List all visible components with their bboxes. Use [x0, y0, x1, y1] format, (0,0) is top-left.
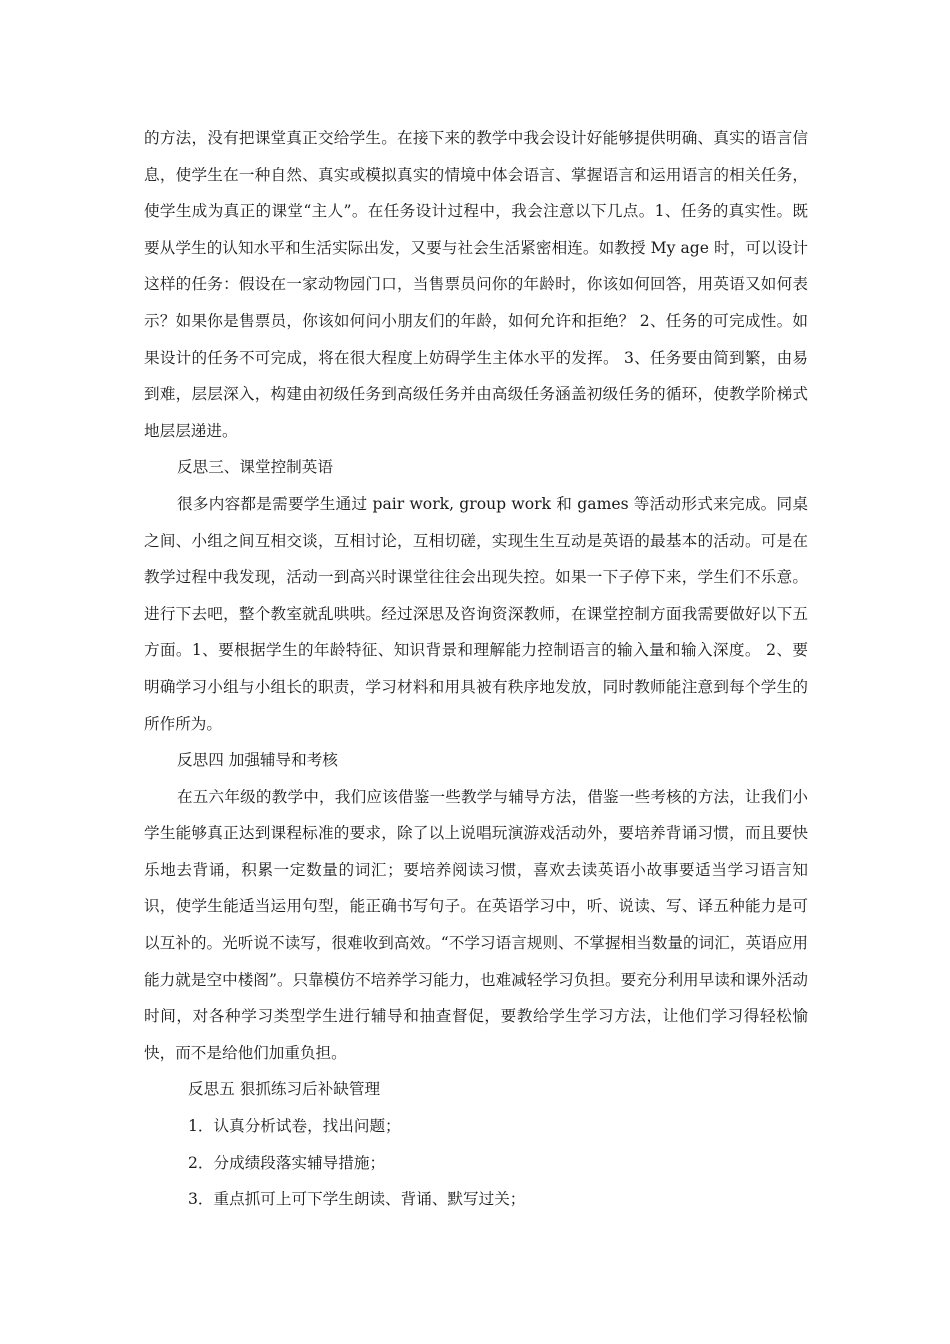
heading-reflection-three: 反思三、课堂控制英语	[177, 458, 333, 477]
list-item: 1．认真分析试卷，找出问题；	[188, 1117, 401, 1136]
paragraph-task-design: 的方法，没有把课堂真正交给学生。在接下来的教学中我会设计好能够提供明确、真实的语言信息，使学生在一种自然、真实或模拟真实的情境中体会语言、掌握语言和运用语言的相关任务，使学生成为真正的课堂“主人”。在任务设计过程中，我会注意以下几点。1、任务的真实性。既要从学生的认知水平和生活实际出发，又要与社会生活紧密相连。如教授 My age 时，可以设计这样的任务：假设在一家动物园门口，当售票员问你的年龄时，你该如何回答，用英语又如何表示？如果你是售票员，你该如何问小朋友们的年龄，如何允许和拒绝？ 2、任务的可完成性。如果设计的任务不可完成，将在很大程度上妨碍学生主体水平的发挥。 3、任务要由简到繁，由易到难，层层深入，构建由初级任务到高级任务并由高级任务涵盖初级任务的循环，使教学阶梯式地层层递进。	[144, 129, 808, 440]
paragraph-classroom-control: 很多内容都是需要学生通过 pair work, group work 和 games 等活动形式来完成。同桌之间、小组之间互相交谈，互相讨论，互相切磋，实现生生互动是英语的最基本的活动。可是在教学过程中我发现，活动一到高兴时课堂往往会出现失控。如果一下子停下来，学生们不乐意。进行下去吧，整个教室就乱哄哄。经过深思及咨询资深教师，在课堂控制方面我需要做好以下五方面。1、要根据学生的年龄特征、知识背景和理解能力控制语言的输入量和输入深度。 2、要明确学习小组与小组长的职责，学习材料和用具被有秩序地发放，同时教师能注意到每个学生的所作所为。	[144, 494, 808, 733]
paragraph-tutoring-assessment: 在五六年级的教学中，我们应该借鉴一些教学与辅导方法，借鉴一些考核的方法，让我们小学生能够真正达到课程标准的要求，除了以上说唱玩演游戏活动外，要培养背诵习惯，而且要快乐地去背诵，积累一定数量的词汇；要培养阅读习惯，喜欢去读英语小故事要适当学习语言知识，使学生能适当运用句型，能正确书写句子。在英语学习中，听、说读、写、译五种能力是可以互补的。光听说不读写，很难收到高效。“不学习语言规则、不掌握相当数量的词汇，英语应用能力就是空中楼阁”。只靠模仿不培养学习能力，也难减轻学习负担。要充分利用早读和课外活动时间，对各种学习类型学生进行辅导和抽查督促，要教给学生学习方法，让他们学习得轻松愉快，而不是给他们加重负担。	[144, 787, 808, 1062]
list-item: 2．分成绩段落实辅导措施；	[188, 1153, 386, 1172]
document-page	[144, 120, 808, 1218]
heading-reflection-four: 反思四 加强辅导和考核	[177, 751, 338, 770]
list-item: 3．重点抓可上可下学生朗读、背诵、默写过关；	[188, 1190, 526, 1209]
heading-reflection-five: 反思五 狠抓练习后补缺管理	[188, 1080, 381, 1099]
